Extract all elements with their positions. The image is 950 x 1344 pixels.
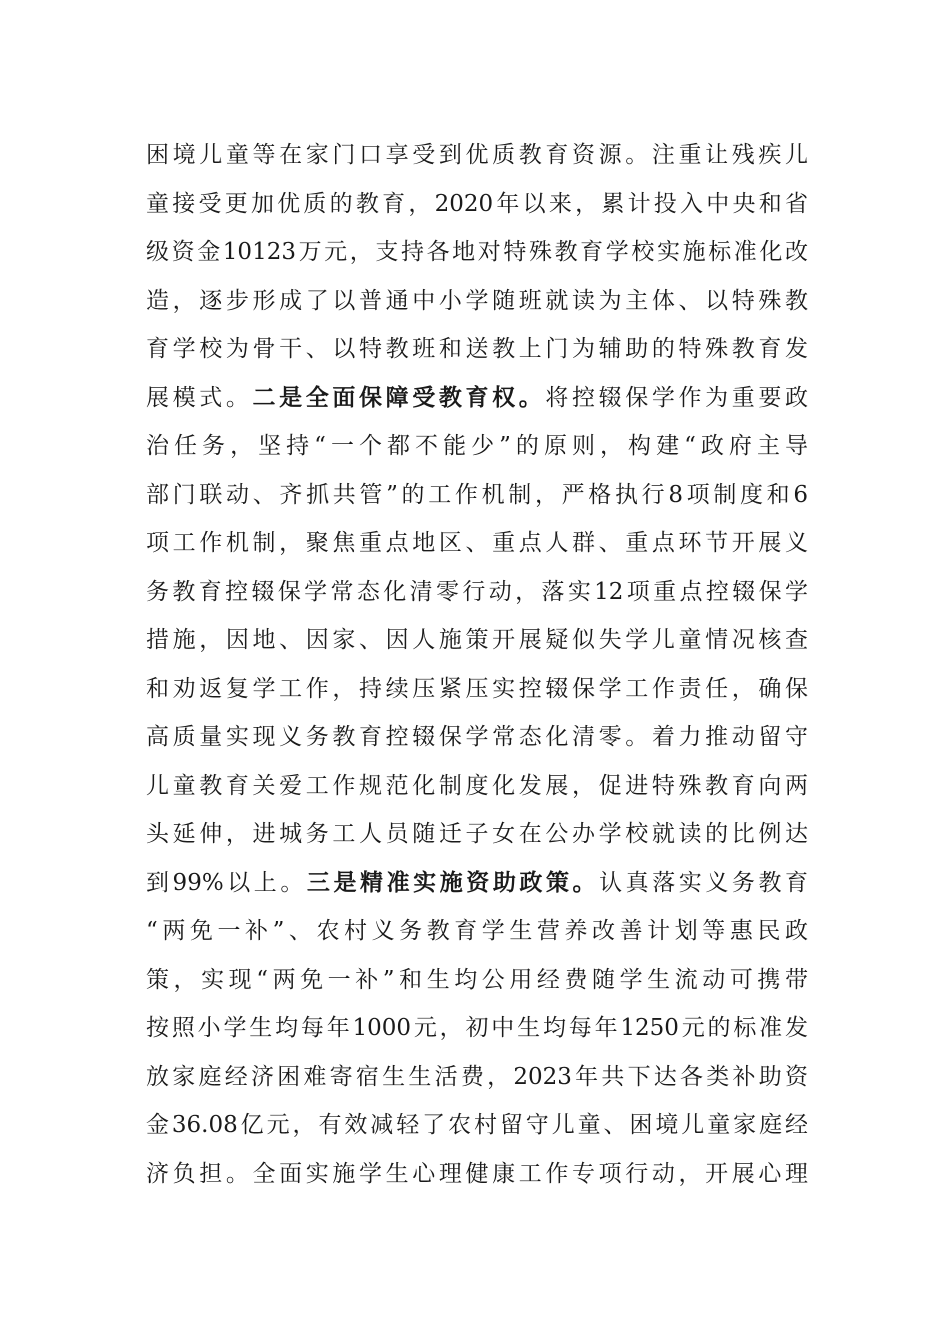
bold-heading-segment: 二是全面保障受教育权。: [252, 383, 546, 411]
text-line: [146, 717, 808, 757]
text-segment: 到99%以上。: [146, 869, 307, 896]
text-segment: 和劝返复学工作，持续压紧压实控辍保学工作责任，确保: [146, 675, 808, 702]
text-segment: 按照小学生均每年1000元，初中生均每年1250元的标准发: [146, 1015, 808, 1041]
text-line: [146, 669, 808, 709]
text-segment: “两免一补”、农村义务教育学生营养改善计划等惠民政: [146, 918, 808, 944]
text-line: [146, 572, 808, 612]
text-line: [146, 960, 808, 1000]
text-segment: 头延伸，进城务工人员随迁子女在公办学校就读的比例达: [146, 821, 808, 847]
text-line: [146, 135, 808, 175]
text-segment: 治任务，坚持“一个都不能少”的原则，构建“政府主导: [146, 433, 808, 459]
text-line: [146, 1008, 808, 1048]
text-line: [146, 863, 808, 903]
text-segment: 困境儿童等在家门口享受到优质教育资源。注重让残疾儿: [146, 142, 808, 168]
text-segment: 金36.08亿元，有效减轻了农村留守儿童、困境儿童家庭经: [146, 1112, 808, 1138]
text-line: [146, 426, 808, 466]
text-line: [146, 523, 808, 563]
text-segment: 级资金10123万元，支持各地对特殊教育学校实施标准化改: [146, 239, 808, 265]
text-line: [146, 1057, 808, 1097]
text-segment: 将控辍保学作为重要政: [545, 384, 808, 411]
text-segment: 造，逐步形成了以普通中小学随班就读为主体、以特殊教: [146, 287, 808, 314]
text-line: [146, 281, 808, 321]
text-line: [146, 1154, 808, 1194]
text-segment: 部门联动、齐抓共管”的工作机制，严格执行8项制度和6: [146, 481, 808, 508]
text-line: [146, 766, 808, 806]
text-segment: 育学校为骨干、以特教班和送教上门为辅助的特殊教育发: [146, 336, 808, 362]
text-segment: 高质量实现义务教育控辍保学常态化清零。着力推动留守: [146, 724, 808, 750]
text-segment: 放家庭经济困难寄宿生生活费，2023年共下达各类补助资: [146, 1063, 808, 1090]
text-line: [146, 620, 808, 660]
bold-heading-segment: 三是精准实施资助政策。: [306, 868, 600, 896]
text-line: [146, 378, 808, 418]
text-segment: 项工作机制，聚焦重点地区、重点人群、重点环节开展义: [146, 530, 808, 556]
text-segment: 务教育控辍保学常态化清零行动，落实12项重点控辍保学: [146, 578, 808, 605]
text-segment: 认真落实义务教育: [599, 869, 809, 896]
text-line: [146, 911, 808, 951]
text-segment: 童接受更加优质的教育，2020年以来，累计投入中央和省: [146, 190, 808, 217]
text-segment: 措施，因地、因家、因人施策开展疑似失学儿童情况核查: [146, 627, 808, 653]
text-segment: 儿童教育关爱工作规范化制度化发展，促进特殊教育向两: [146, 772, 808, 799]
text-segment: 展模式。: [146, 384, 253, 411]
text-line: [146, 1105, 808, 1145]
text-segment: 济负担。全面实施学生心理健康工作专项行动，开展心理: [146, 1160, 808, 1187]
text-line: [146, 475, 808, 515]
text-line: [146, 329, 808, 369]
text-line: [146, 184, 808, 224]
text-line: [146, 814, 808, 854]
text-line: [146, 232, 808, 272]
text-segment: 策，实现“两免一补”和生均公用经费随学生流动可携带: [146, 966, 808, 993]
